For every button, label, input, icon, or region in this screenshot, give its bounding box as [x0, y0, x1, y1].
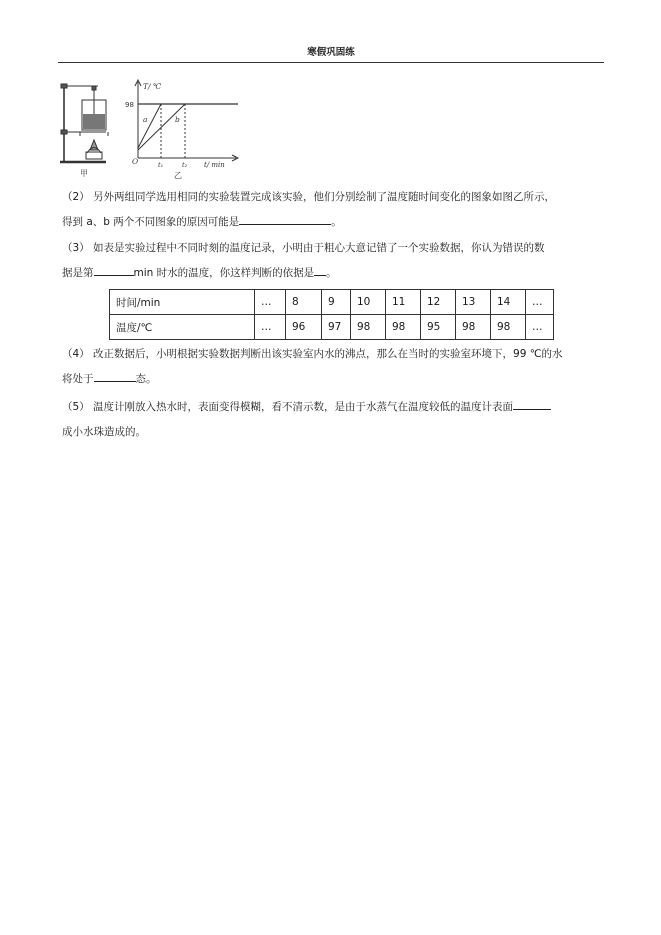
temperature-graph	[135, 80, 238, 161]
question-4-line-1: （4） 改正数据后，小明根据实验数据判断出该实验室内水的沸点，那么在当时的实验室环境下，99 ℃的水	[62, 348, 563, 360]
question-2-number: （2）	[62, 191, 90, 203]
row-header-temperature: 温度/℃	[110, 315, 255, 340]
row-header-time: 时间/min	[110, 290, 255, 315]
answer-blank-q3-time[interactable]	[94, 263, 134, 276]
header-divider	[58, 62, 604, 63]
table-cell: 14	[491, 290, 526, 315]
y-tick-98: 98	[125, 101, 134, 109]
question-3	[62, 236, 607, 286]
apparatus-diagram	[60, 84, 108, 162]
table-cell: 98	[386, 315, 421, 340]
table-cell: 12	[421, 290, 456, 315]
table-cell: 98	[491, 315, 526, 340]
table-cell: 98	[456, 315, 491, 340]
experiment-figure	[58, 78, 268, 180]
table-cell: 13	[456, 290, 491, 315]
question-3-line-2: 据是第 min 时水的温度，你这样判断的依据是 。	[62, 261, 607, 286]
t2-label: t₂	[182, 161, 188, 169]
question-4-line-2: 将处于 态。	[62, 367, 607, 392]
x-axis-label: t/ min	[204, 161, 225, 169]
t1-label: t₁	[158, 161, 164, 169]
answer-blank-q5[interactable]	[513, 397, 551, 410]
table-row-time	[110, 290, 554, 315]
question-3-line-1: （3） 如表是实验过程中不同时刻的温度记录，小明由于粗心大意记错了一个实验数据，你认为错误的数	[62, 242, 545, 254]
question-2-line-1: （2） 另外两组同学选用相同的实验装置完成该实验，他们分别绘制了温度随时间变化的图象如图乙所示，	[62, 191, 556, 203]
table-cell: 11	[386, 290, 421, 315]
question-5-line-1: （5） 温度计刚放入热水时，表面变得模糊，看不清示数，是由于水蒸气在温度较低的温度计表面	[62, 395, 607, 420]
question-2	[62, 185, 607, 235]
table-cell: 98	[351, 315, 386, 340]
table-cell: …	[526, 315, 554, 340]
table-cell: 8	[286, 290, 322, 315]
question-3-number: （3）	[62, 242, 90, 254]
apparatus-caption: 甲	[80, 169, 88, 178]
origin-label: O	[132, 157, 139, 166]
table-cell: 95	[421, 315, 456, 340]
table-cell: …	[255, 290, 286, 315]
line-a-label: a	[143, 115, 148, 124]
question-5-line-2: 成小水珠造成的。	[62, 426, 146, 438]
question-5-number: （5）	[62, 401, 90, 413]
table-cell: 97	[322, 315, 351, 340]
line-b-label: b	[175, 115, 180, 124]
question-4-number: （4）	[62, 348, 90, 360]
temperature-record-table	[109, 289, 554, 340]
page-header: 寒假巩固练	[307, 47, 355, 58]
table-row-temperature	[110, 315, 554, 340]
question-2-line-2: 得到 a、b 两个不同图象的原因可能是 。	[62, 210, 607, 235]
question-5	[62, 395, 607, 445]
answer-blank-q4[interactable]	[94, 369, 136, 382]
table-cell: 10	[351, 290, 386, 315]
graph-caption: 乙	[174, 171, 182, 180]
y-axis-label: T/ ℃	[143, 82, 162, 91]
table-cell: …	[526, 290, 554, 315]
table-cell: …	[255, 315, 286, 340]
table-cell: 9	[322, 290, 351, 315]
table-cell: 96	[286, 315, 322, 340]
answer-blank-q3-reason[interactable]	[314, 263, 326, 276]
answer-blank-q2[interactable]	[239, 212, 331, 225]
question-4	[62, 342, 607, 392]
